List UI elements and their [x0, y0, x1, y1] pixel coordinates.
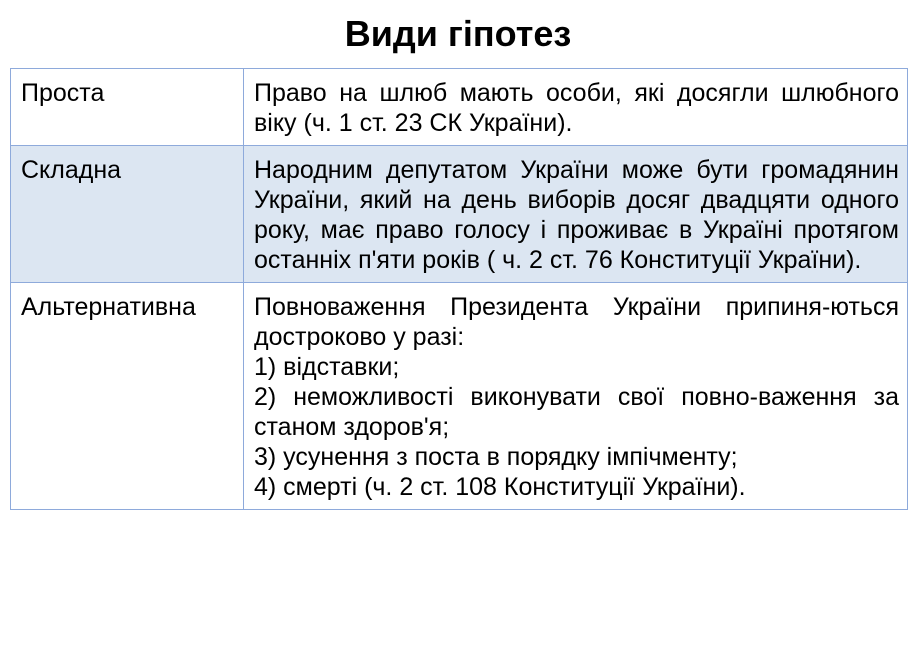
example-text-simple: Право на шлюб мають особи, які досягли шлюбного віку (ч. 1 ст. 23 СК України). — [254, 79, 899, 137]
list-item: 3) усунення з поста в порядку імпічменту; — [254, 443, 738, 471]
example-intro-alternative: Повноваження Президента України припиня-ються достроково у разі: — [254, 293, 899, 351]
table-row-alternative — [11, 283, 908, 510]
hypotheses-table — [10, 68, 908, 510]
example-text-complex: Народним депутатом України може бути громадянин України, який на день виборів досяг двадцяти одного року, має право голосу і проживає в Україні протягом останніх п'яти років ( ч. 2 ст. 76 Конституції України). — [254, 156, 899, 274]
hypothesis-type-simple: Проста — [11, 69, 244, 146]
list-item: 2) неможливості виконувати свої повно-важення за станом здоров'я; — [254, 383, 899, 441]
hypothesis-example-alternative — [244, 283, 908, 510]
list-item: 4) смерті (ч. 2 ст. 108 Конституції України). — [254, 473, 746, 501]
hypothesis-type-complex: Складна — [11, 146, 244, 283]
hypothesis-example-simple — [244, 69, 908, 146]
list-item: 1) відставки; — [254, 353, 400, 381]
slide-title: Види гіпотез — [344, 13, 572, 54]
table-row-complex — [11, 146, 908, 283]
hypothesis-example-complex — [244, 146, 908, 283]
table-row-simple — [11, 69, 908, 146]
hypothesis-type-alternative: Альтернативна — [11, 283, 244, 510]
